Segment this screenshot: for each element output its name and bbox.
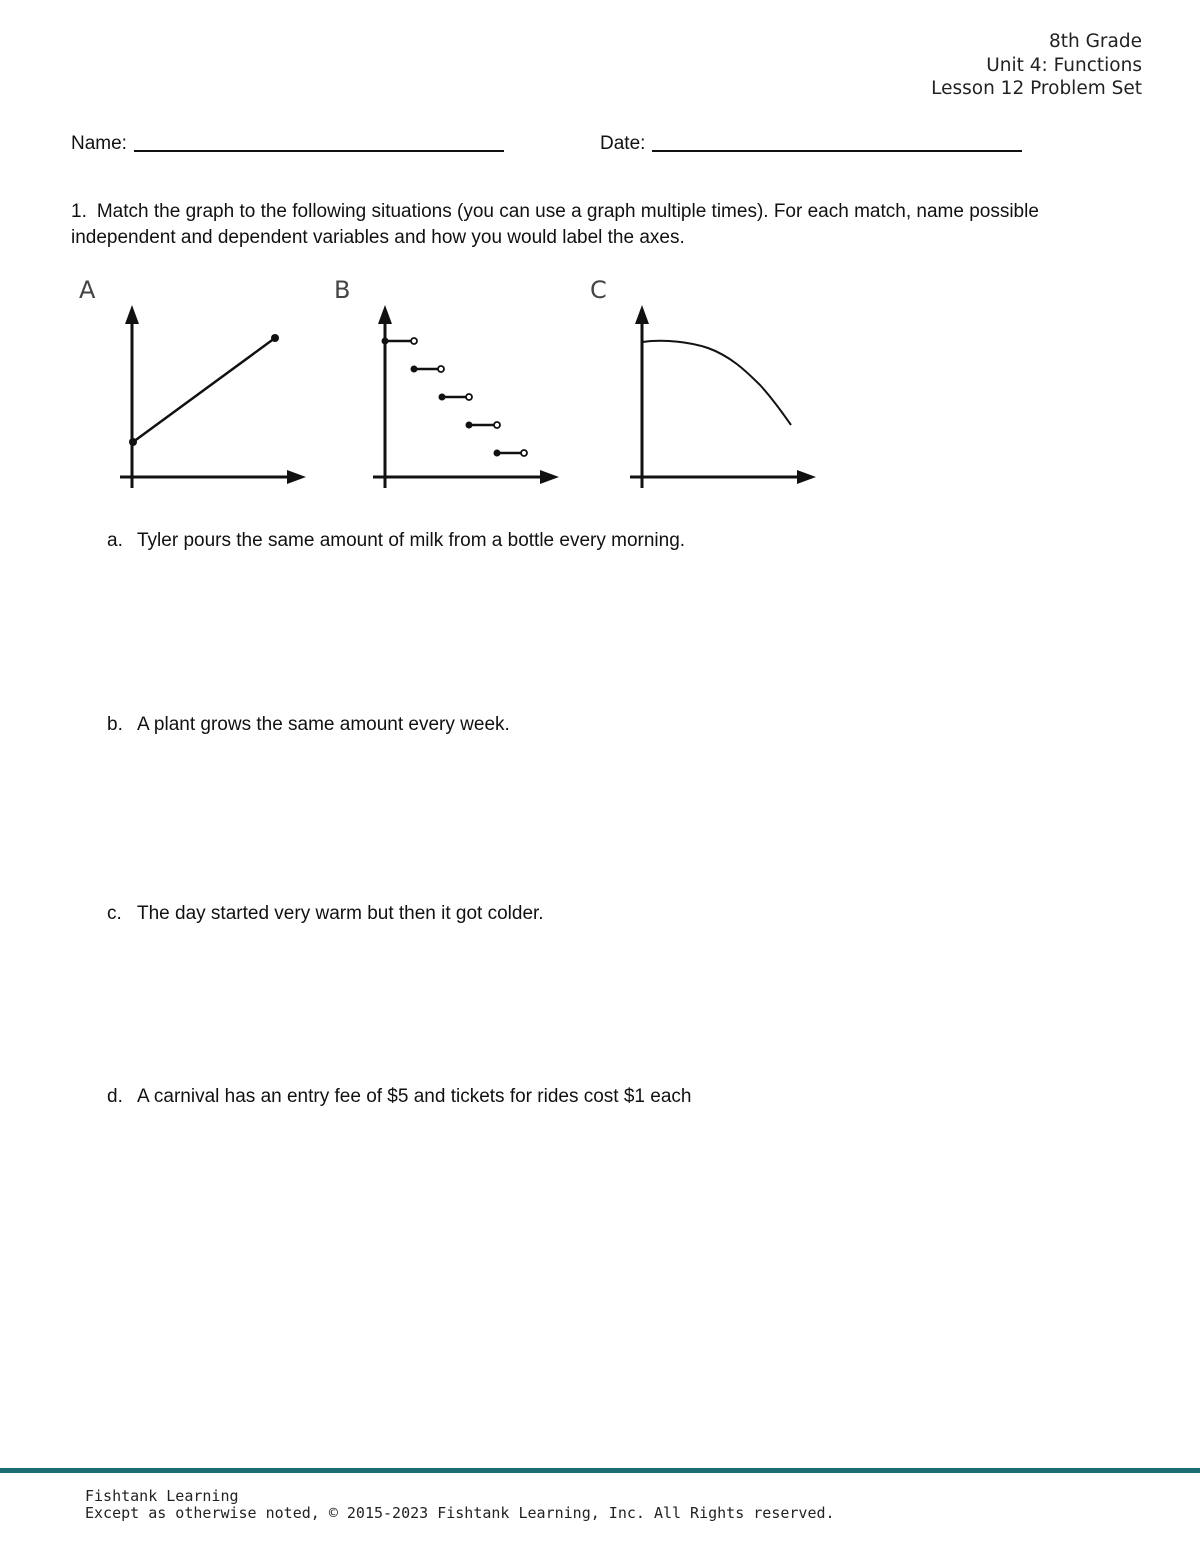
graph-a-x-arrow: [287, 470, 306, 484]
date-field[interactable]: [652, 150, 1022, 152]
graph-a-y-arrow: [125, 305, 139, 324]
graph-b-step-5: [494, 450, 528, 457]
name-label: Name:: [71, 133, 127, 154]
graph-a-label: A: [79, 276, 96, 304]
graph-c-curve: [642, 341, 791, 425]
graph-a-end-point: [271, 334, 279, 342]
lesson-label: Lesson 12 Problem Set: [931, 78, 1142, 99]
grade-label: 8th Grade: [1048, 31, 1142, 52]
situation-c-text: The day started very warm but then it got colder.: [137, 903, 544, 924]
footer: [85, 1488, 835, 1522]
situation-b: [107, 714, 510, 736]
footer-rule: [0, 1468, 1200, 1473]
situation-b-letter: b.: [107, 714, 123, 735]
situation-d-text: A carnival has an entry fee of $5 and tickets for rides cost $1 each: [137, 1086, 692, 1107]
situation-d-letter: d.: [107, 1086, 123, 1107]
graph-a: [110, 300, 310, 495]
graph-c: [620, 300, 820, 495]
graph-b-step-3: [439, 394, 473, 401]
graph-b-step-1: [382, 338, 418, 345]
graph-a-axes: [120, 320, 298, 488]
situation-a: [107, 530, 685, 552]
graph-c-axes: [630, 320, 808, 488]
question-number: 1.: [71, 201, 87, 222]
graph-b-step-4: [466, 422, 501, 429]
situation-c: [107, 903, 544, 925]
graph-c-y-arrow: [635, 305, 649, 324]
header: [931, 30, 1142, 101]
graph-b-y-arrow: [378, 305, 392, 324]
graph-a-line: [133, 338, 275, 442]
situation-a-text: Tyler pours the same amount of milk from a bottle every morning.: [137, 530, 686, 551]
graph-c-x-arrow: [797, 470, 816, 484]
situation-d: [107, 1086, 691, 1108]
graph-c-label: C: [590, 276, 607, 304]
graph-a-start-point: [129, 438, 137, 446]
graph-b-axes: [373, 320, 551, 488]
unit-label: Unit 4: Functions: [986, 54, 1142, 76]
question-1: [71, 199, 1131, 251]
footer-org: Fishtank Learning: [85, 1487, 239, 1505]
name-field[interactable]: [134, 150, 504, 152]
graph-b: [365, 300, 565, 495]
situation-c-letter: c.: [107, 903, 122, 924]
graph-b-steps: [382, 338, 528, 457]
graph-b-label: B: [334, 276, 351, 304]
graph-b-x-arrow: [540, 470, 559, 484]
question-text: Match the graph to the following situations (you can use a graph multiple times). For each match, name possible independent and dependent variables and how you would label the axes.: [71, 201, 1039, 248]
date-label: Date:: [600, 133, 646, 154]
situation-b-text: A plant grows the same amount every week.: [137, 714, 510, 735]
graph-b-step-2: [411, 366, 445, 373]
situation-a-letter: a.: [107, 530, 123, 551]
footer-copyright: Except as otherwise noted, © 2015-2023 Fishtank Learning, Inc. All Rights reserved.: [85, 1504, 835, 1522]
